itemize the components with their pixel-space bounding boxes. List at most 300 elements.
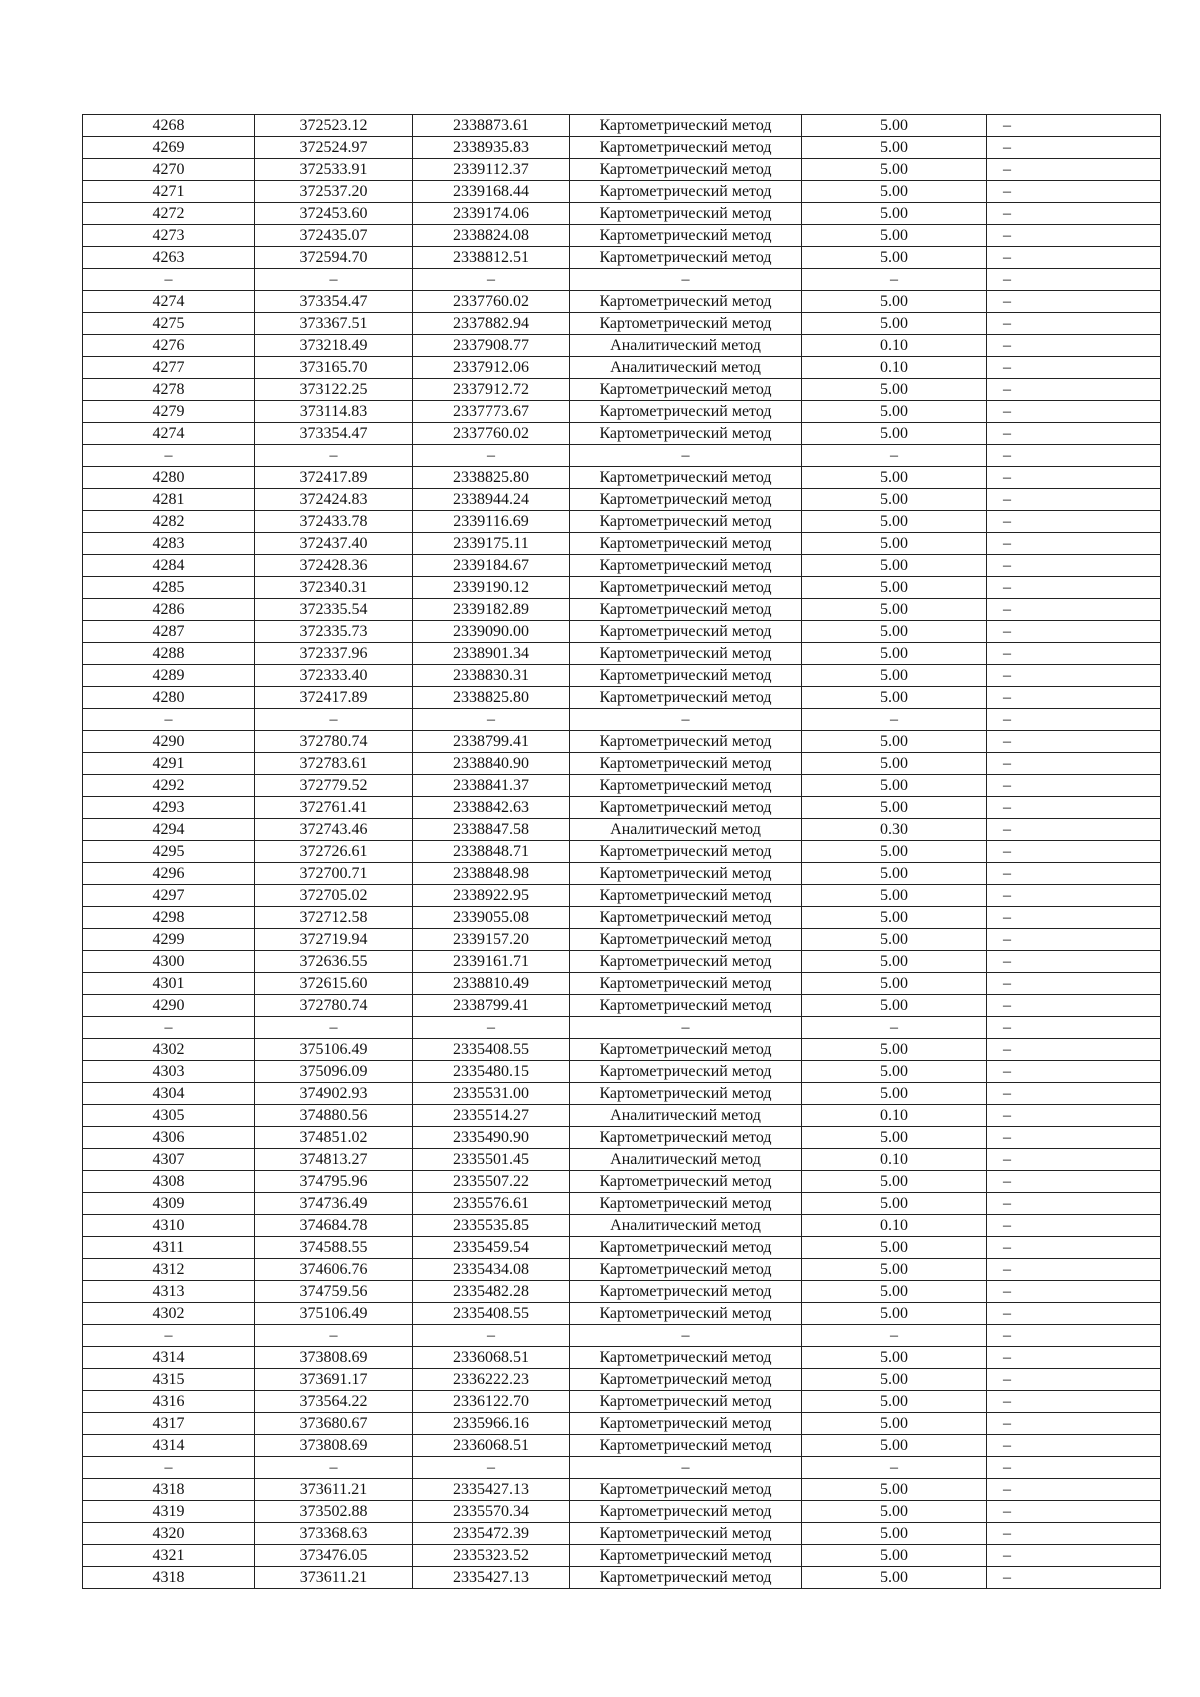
accuracy-value-cell: 5.00 [802, 1413, 987, 1435]
point-number-cell: 4313 [83, 1281, 255, 1303]
accuracy-value-cell: 0.10 [802, 357, 987, 379]
note-cell: – [987, 159, 1161, 181]
x-coordinate-cell: 374880.56 [255, 1105, 413, 1127]
accuracy-value-cell: – [802, 445, 987, 467]
x-coordinate-cell: 374902.93 [255, 1083, 413, 1105]
point-number-cell: 4281 [83, 489, 255, 511]
y-coordinate-cell: 2336122.70 [413, 1391, 570, 1413]
accuracy-value-cell: 5.00 [802, 1171, 987, 1193]
point-number-cell: 4279 [83, 401, 255, 423]
accuracy-value-cell: 5.00 [802, 225, 987, 247]
point-number-cell: – [83, 1017, 255, 1039]
note-cell: – [987, 269, 1161, 291]
x-coordinate-cell: 372783.61 [255, 753, 413, 775]
determination-method-cell: Картометрический метод [570, 1567, 802, 1589]
point-number-cell: – [83, 709, 255, 731]
note-cell: – [987, 907, 1161, 929]
x-coordinate-cell: – [255, 1457, 413, 1479]
y-coordinate-cell: 2338922.95 [413, 885, 570, 907]
point-number-cell: 4317 [83, 1413, 255, 1435]
x-coordinate-cell: 372779.52 [255, 775, 413, 797]
note-cell: – [987, 357, 1161, 379]
table-row [83, 1545, 1161, 1567]
determination-method-cell: Картометрический метод [570, 1545, 802, 1567]
determination-method-cell: Аналитический метод [570, 1105, 802, 1127]
y-coordinate-cell: 2335576.61 [413, 1193, 570, 1215]
x-coordinate-cell: – [255, 445, 413, 467]
table-row [83, 335, 1161, 357]
point-number-cell: 4302 [83, 1039, 255, 1061]
y-coordinate-cell: 2339184.67 [413, 555, 570, 577]
note-cell: – [987, 951, 1161, 973]
determination-method-cell: Картометрический метод [570, 1369, 802, 1391]
note-cell: – [987, 687, 1161, 709]
determination-method-cell: Картометрический метод [570, 1479, 802, 1501]
table-row [83, 599, 1161, 621]
accuracy-value-cell: 5.00 [802, 753, 987, 775]
determination-method-cell: Картометрический метод [570, 1303, 802, 1325]
y-coordinate-cell: 2337882.94 [413, 313, 570, 335]
x-coordinate-cell: 372636.55 [255, 951, 413, 973]
point-number-cell: 4307 [83, 1149, 255, 1171]
accuracy-value-cell: 5.00 [802, 291, 987, 313]
table-row [83, 819, 1161, 841]
point-number-cell: 4318 [83, 1567, 255, 1589]
y-coordinate-cell: – [413, 269, 570, 291]
point-number-cell: 4298 [83, 907, 255, 929]
table-row [83, 621, 1161, 643]
determination-method-cell: Картометрический метод [570, 203, 802, 225]
y-coordinate-cell: 2338848.71 [413, 841, 570, 863]
determination-method-cell: Картометрический метод [570, 159, 802, 181]
point-number-cell: 4273 [83, 225, 255, 247]
accuracy-value-cell: 5.00 [802, 577, 987, 599]
y-coordinate-cell: 2339112.37 [413, 159, 570, 181]
accuracy-value-cell: 5.00 [802, 1127, 987, 1149]
y-coordinate-cell: 2339090.00 [413, 621, 570, 643]
y-coordinate-cell: 2337912.72 [413, 379, 570, 401]
accuracy-value-cell: – [802, 709, 987, 731]
determination-method-cell: Аналитический метод [570, 1149, 802, 1171]
point-number-cell: 4286 [83, 599, 255, 621]
determination-method-cell: Картометрический метод [570, 115, 802, 137]
y-coordinate-cell: – [413, 1017, 570, 1039]
y-coordinate-cell: 2339174.06 [413, 203, 570, 225]
accuracy-value-cell: 5.00 [802, 313, 987, 335]
table-row [83, 1369, 1161, 1391]
y-coordinate-cell: 2338799.41 [413, 731, 570, 753]
y-coordinate-cell: 2338825.80 [413, 687, 570, 709]
x-coordinate-cell: 372335.54 [255, 599, 413, 621]
y-coordinate-cell: 2336222.23 [413, 1369, 570, 1391]
determination-method-cell: Картометрический метод [570, 181, 802, 203]
point-number-cell: 4284 [83, 555, 255, 577]
determination-method-cell: Картометрический метод [570, 379, 802, 401]
table-row [83, 269, 1161, 291]
y-coordinate-cell: 2338935.83 [413, 137, 570, 159]
point-number-cell: 4278 [83, 379, 255, 401]
determination-method-cell: Картометрический метод [570, 885, 802, 907]
point-number-cell: 4270 [83, 159, 255, 181]
table-row [83, 115, 1161, 137]
determination-method-cell: Картометрический метод [570, 247, 802, 269]
y-coordinate-cell: 2338810.49 [413, 973, 570, 995]
table-row [83, 1347, 1161, 1369]
x-coordinate-cell: 372340.31 [255, 577, 413, 599]
y-coordinate-cell: 2335966.16 [413, 1413, 570, 1435]
y-coordinate-cell: 2339161.71 [413, 951, 570, 973]
table-row [83, 225, 1161, 247]
accuracy-value-cell: 5.00 [802, 1567, 987, 1589]
point-number-cell: 4289 [83, 665, 255, 687]
note-cell: – [987, 467, 1161, 489]
note-cell: – [987, 1325, 1161, 1347]
x-coordinate-cell: 373114.83 [255, 401, 413, 423]
coordinates-table [82, 114, 1161, 1589]
accuracy-value-cell: – [802, 269, 987, 291]
determination-method-cell: Картометрический метод [570, 973, 802, 995]
table-row [83, 951, 1161, 973]
table-row [83, 467, 1161, 489]
accuracy-value-cell: 5.00 [802, 885, 987, 907]
x-coordinate-cell: 372523.12 [255, 115, 413, 137]
x-coordinate-cell: 372761.41 [255, 797, 413, 819]
note-cell: – [987, 1061, 1161, 1083]
determination-method-cell: Картометрический метод [570, 1039, 802, 1061]
determination-method-cell: – [570, 269, 802, 291]
accuracy-value-cell: 5.00 [802, 423, 987, 445]
table-row [83, 203, 1161, 225]
note-cell: – [987, 1105, 1161, 1127]
determination-method-cell: Картометрический метод [570, 1347, 802, 1369]
note-cell: – [987, 599, 1161, 621]
point-number-cell: 4321 [83, 1545, 255, 1567]
note-cell: – [987, 929, 1161, 951]
note-cell: – [987, 621, 1161, 643]
table-row [83, 1479, 1161, 1501]
determination-method-cell: Картометрический метод [570, 1061, 802, 1083]
accuracy-value-cell: 5.00 [802, 115, 987, 137]
x-coordinate-cell: 372433.78 [255, 511, 413, 533]
point-number-cell: 4288 [83, 643, 255, 665]
accuracy-value-cell: 5.00 [802, 1523, 987, 1545]
accuracy-value-cell: 5.00 [802, 643, 987, 665]
determination-method-cell: Картометрический метод [570, 577, 802, 599]
point-number-cell: 4263 [83, 247, 255, 269]
x-coordinate-cell: 372333.40 [255, 665, 413, 687]
point-number-cell: 4277 [83, 357, 255, 379]
determination-method-cell: Картометрический метод [570, 995, 802, 1017]
y-coordinate-cell: 2339168.44 [413, 181, 570, 203]
table-row [83, 1039, 1161, 1061]
table-row [83, 907, 1161, 929]
determination-method-cell: – [570, 1017, 802, 1039]
table-row [83, 995, 1161, 1017]
accuracy-value-cell: 5.00 [802, 1061, 987, 1083]
x-coordinate-cell: – [255, 269, 413, 291]
y-coordinate-cell: 2335480.15 [413, 1061, 570, 1083]
table-row [83, 643, 1161, 665]
accuracy-value-cell: 0.30 [802, 819, 987, 841]
x-coordinate-cell: 374684.78 [255, 1215, 413, 1237]
note-cell: – [987, 665, 1161, 687]
table-row [83, 1501, 1161, 1523]
accuracy-value-cell: 5.00 [802, 159, 987, 181]
accuracy-value-cell: 5.00 [802, 1545, 987, 1567]
x-coordinate-cell: 373502.88 [255, 1501, 413, 1523]
table-row [83, 665, 1161, 687]
table-row [83, 1237, 1161, 1259]
determination-method-cell: Картометрический метод [570, 775, 802, 797]
y-coordinate-cell: 2339055.08 [413, 907, 570, 929]
table-row [83, 555, 1161, 577]
y-coordinate-cell: 2338812.51 [413, 247, 570, 269]
point-number-cell: 4280 [83, 687, 255, 709]
y-coordinate-cell: 2338825.80 [413, 467, 570, 489]
accuracy-value-cell: 0.10 [802, 1105, 987, 1127]
point-number-cell: 4291 [83, 753, 255, 775]
note-cell: – [987, 731, 1161, 753]
determination-method-cell: Картометрический метод [570, 555, 802, 577]
y-coordinate-cell: 2335535.85 [413, 1215, 570, 1237]
table-row [83, 841, 1161, 863]
y-coordinate-cell: 2338848.98 [413, 863, 570, 885]
table-row [83, 401, 1161, 423]
note-cell: – [987, 819, 1161, 841]
x-coordinate-cell: 372780.74 [255, 995, 413, 1017]
determination-method-cell: Картометрический метод [570, 1237, 802, 1259]
x-coordinate-cell: 373218.49 [255, 335, 413, 357]
y-coordinate-cell: 2335490.90 [413, 1127, 570, 1149]
table-row [83, 863, 1161, 885]
x-coordinate-cell: 372533.91 [255, 159, 413, 181]
x-coordinate-cell: 374759.56 [255, 1281, 413, 1303]
y-coordinate-cell: 2338873.61 [413, 115, 570, 137]
table-row [83, 1413, 1161, 1435]
x-coordinate-cell: 372700.71 [255, 863, 413, 885]
determination-method-cell: Картометрический метод [570, 1435, 802, 1457]
x-coordinate-cell: 372719.94 [255, 929, 413, 951]
accuracy-value-cell: 5.00 [802, 1435, 987, 1457]
determination-method-cell: Аналитический метод [570, 357, 802, 379]
point-number-cell: 4293 [83, 797, 255, 819]
determination-method-cell: Аналитический метод [570, 819, 802, 841]
point-number-cell: 4301 [83, 973, 255, 995]
note-cell: – [987, 1259, 1161, 1281]
note-cell: – [987, 797, 1161, 819]
determination-method-cell: Аналитический метод [570, 1215, 802, 1237]
x-coordinate-cell: 372780.74 [255, 731, 413, 753]
note-cell: – [987, 1369, 1161, 1391]
note-cell: – [987, 577, 1161, 599]
determination-method-cell: Картометрический метод [570, 1391, 802, 1413]
determination-method-cell: – [570, 1325, 802, 1347]
point-number-cell: 4276 [83, 335, 255, 357]
accuracy-value-cell: – [802, 1457, 987, 1479]
note-cell: – [987, 1237, 1161, 1259]
x-coordinate-cell: 373354.47 [255, 291, 413, 313]
point-number-cell: 4320 [83, 1523, 255, 1545]
note-cell: – [987, 1567, 1161, 1589]
table-row [83, 577, 1161, 599]
note-cell: – [987, 841, 1161, 863]
y-coordinate-cell: 2337773.67 [413, 401, 570, 423]
point-number-cell: 4287 [83, 621, 255, 643]
y-coordinate-cell: 2337760.02 [413, 423, 570, 445]
table-row [83, 1017, 1161, 1039]
x-coordinate-cell: 375106.49 [255, 1039, 413, 1061]
y-coordinate-cell: 2335427.13 [413, 1479, 570, 1501]
note-cell: – [987, 313, 1161, 335]
determination-method-cell: Картометрический метод [570, 907, 802, 929]
x-coordinate-cell: – [255, 709, 413, 731]
table-row [83, 1567, 1161, 1589]
x-coordinate-cell: 372428.36 [255, 555, 413, 577]
y-coordinate-cell: 2339157.20 [413, 929, 570, 951]
note-cell: – [987, 1017, 1161, 1039]
x-coordinate-cell: 372417.89 [255, 467, 413, 489]
x-coordinate-cell: 374795.96 [255, 1171, 413, 1193]
determination-method-cell: Картометрический метод [570, 489, 802, 511]
determination-method-cell: Картометрический метод [570, 929, 802, 951]
x-coordinate-cell: 375106.49 [255, 1303, 413, 1325]
determination-method-cell: Картометрический метод [570, 643, 802, 665]
point-number-cell: – [83, 269, 255, 291]
table-row [83, 929, 1161, 951]
accuracy-value-cell: 5.00 [802, 907, 987, 929]
accuracy-value-cell: 5.00 [802, 401, 987, 423]
accuracy-value-cell: 5.00 [802, 995, 987, 1017]
table-row [83, 423, 1161, 445]
x-coordinate-cell: 372437.40 [255, 533, 413, 555]
accuracy-value-cell: 5.00 [802, 951, 987, 973]
determination-method-cell: Картометрический метод [570, 863, 802, 885]
accuracy-value-cell: 5.00 [802, 687, 987, 709]
note-cell: – [987, 1303, 1161, 1325]
table-row [83, 973, 1161, 995]
point-number-cell: 4311 [83, 1237, 255, 1259]
determination-method-cell: Картометрический метод [570, 1501, 802, 1523]
point-number-cell: 4316 [83, 1391, 255, 1413]
note-cell: – [987, 335, 1161, 357]
accuracy-value-cell: 5.00 [802, 489, 987, 511]
coordinates-table-body [83, 115, 1161, 1589]
accuracy-value-cell: 5.00 [802, 511, 987, 533]
accuracy-value-cell: 5.00 [802, 555, 987, 577]
point-number-cell: 4290 [83, 731, 255, 753]
note-cell: – [987, 423, 1161, 445]
accuracy-value-cell: 5.00 [802, 841, 987, 863]
table-row [83, 511, 1161, 533]
x-coordinate-cell: 373808.69 [255, 1347, 413, 1369]
determination-method-cell: Картометрический метод [570, 797, 802, 819]
accuracy-value-cell: 5.00 [802, 1083, 987, 1105]
x-coordinate-cell: 373611.21 [255, 1567, 413, 1589]
determination-method-cell: Картометрический метод [570, 753, 802, 775]
y-coordinate-cell: 2339182.89 [413, 599, 570, 621]
determination-method-cell: Картометрический метод [570, 665, 802, 687]
table-row [83, 445, 1161, 467]
y-coordinate-cell: 2338901.34 [413, 643, 570, 665]
note-cell: – [987, 137, 1161, 159]
determination-method-cell: Картометрический метод [570, 313, 802, 335]
table-row [83, 1325, 1161, 1347]
x-coordinate-cell: 372537.20 [255, 181, 413, 203]
table-row [83, 379, 1161, 401]
y-coordinate-cell: 2338944.24 [413, 489, 570, 511]
x-coordinate-cell: 373354.47 [255, 423, 413, 445]
point-number-cell: 4292 [83, 775, 255, 797]
accuracy-value-cell: 5.00 [802, 181, 987, 203]
table-row [83, 1193, 1161, 1215]
point-number-cell: 4283 [83, 533, 255, 555]
y-coordinate-cell: 2336068.51 [413, 1347, 570, 1369]
y-coordinate-cell: 2335514.27 [413, 1105, 570, 1127]
table-row [83, 687, 1161, 709]
x-coordinate-cell: – [255, 1017, 413, 1039]
y-coordinate-cell: 2338840.90 [413, 753, 570, 775]
x-coordinate-cell: 372743.46 [255, 819, 413, 841]
note-cell: – [987, 555, 1161, 577]
note-cell: – [987, 1523, 1161, 1545]
determination-method-cell: Картометрический метод [570, 533, 802, 555]
accuracy-value-cell: 5.00 [802, 775, 987, 797]
point-number-cell: 4304 [83, 1083, 255, 1105]
table-row [83, 1127, 1161, 1149]
y-coordinate-cell: – [413, 1325, 570, 1347]
point-number-cell: 4290 [83, 995, 255, 1017]
determination-method-cell: Картометрический метод [570, 621, 802, 643]
y-coordinate-cell: 2335570.34 [413, 1501, 570, 1523]
x-coordinate-cell: 373691.17 [255, 1369, 413, 1391]
x-coordinate-cell: 372705.02 [255, 885, 413, 907]
accuracy-value-cell: 5.00 [802, 1039, 987, 1061]
note-cell: – [987, 973, 1161, 995]
table-row [83, 1083, 1161, 1105]
y-coordinate-cell: 2338842.63 [413, 797, 570, 819]
accuracy-value-cell: 5.00 [802, 1501, 987, 1523]
y-coordinate-cell: 2335434.08 [413, 1259, 570, 1281]
table-row [83, 1105, 1161, 1127]
x-coordinate-cell: 372417.89 [255, 687, 413, 709]
note-cell: – [987, 643, 1161, 665]
note-cell: – [987, 247, 1161, 269]
point-number-cell: 4297 [83, 885, 255, 907]
y-coordinate-cell: 2339190.12 [413, 577, 570, 599]
x-coordinate-cell: 373122.25 [255, 379, 413, 401]
table-row [83, 313, 1161, 335]
point-number-cell: 4299 [83, 929, 255, 951]
accuracy-value-cell: 5.00 [802, 467, 987, 489]
x-coordinate-cell: 373680.67 [255, 1413, 413, 1435]
accuracy-value-cell: 0.10 [802, 1215, 987, 1237]
note-cell: – [987, 225, 1161, 247]
point-number-cell: 4302 [83, 1303, 255, 1325]
point-number-cell: – [83, 1457, 255, 1479]
point-number-cell: 4308 [83, 1171, 255, 1193]
determination-method-cell: – [570, 445, 802, 467]
determination-method-cell: – [570, 709, 802, 731]
determination-method-cell: Картометрический метод [570, 1259, 802, 1281]
y-coordinate-cell: 2338830.31 [413, 665, 570, 687]
accuracy-value-cell: 5.00 [802, 1391, 987, 1413]
y-coordinate-cell: 2335459.54 [413, 1237, 570, 1259]
note-cell: – [987, 1457, 1161, 1479]
accuracy-value-cell: 5.00 [802, 137, 987, 159]
y-coordinate-cell: 2335408.55 [413, 1039, 570, 1061]
determination-method-cell: Картометрический метод [570, 225, 802, 247]
y-coordinate-cell: 2335482.28 [413, 1281, 570, 1303]
